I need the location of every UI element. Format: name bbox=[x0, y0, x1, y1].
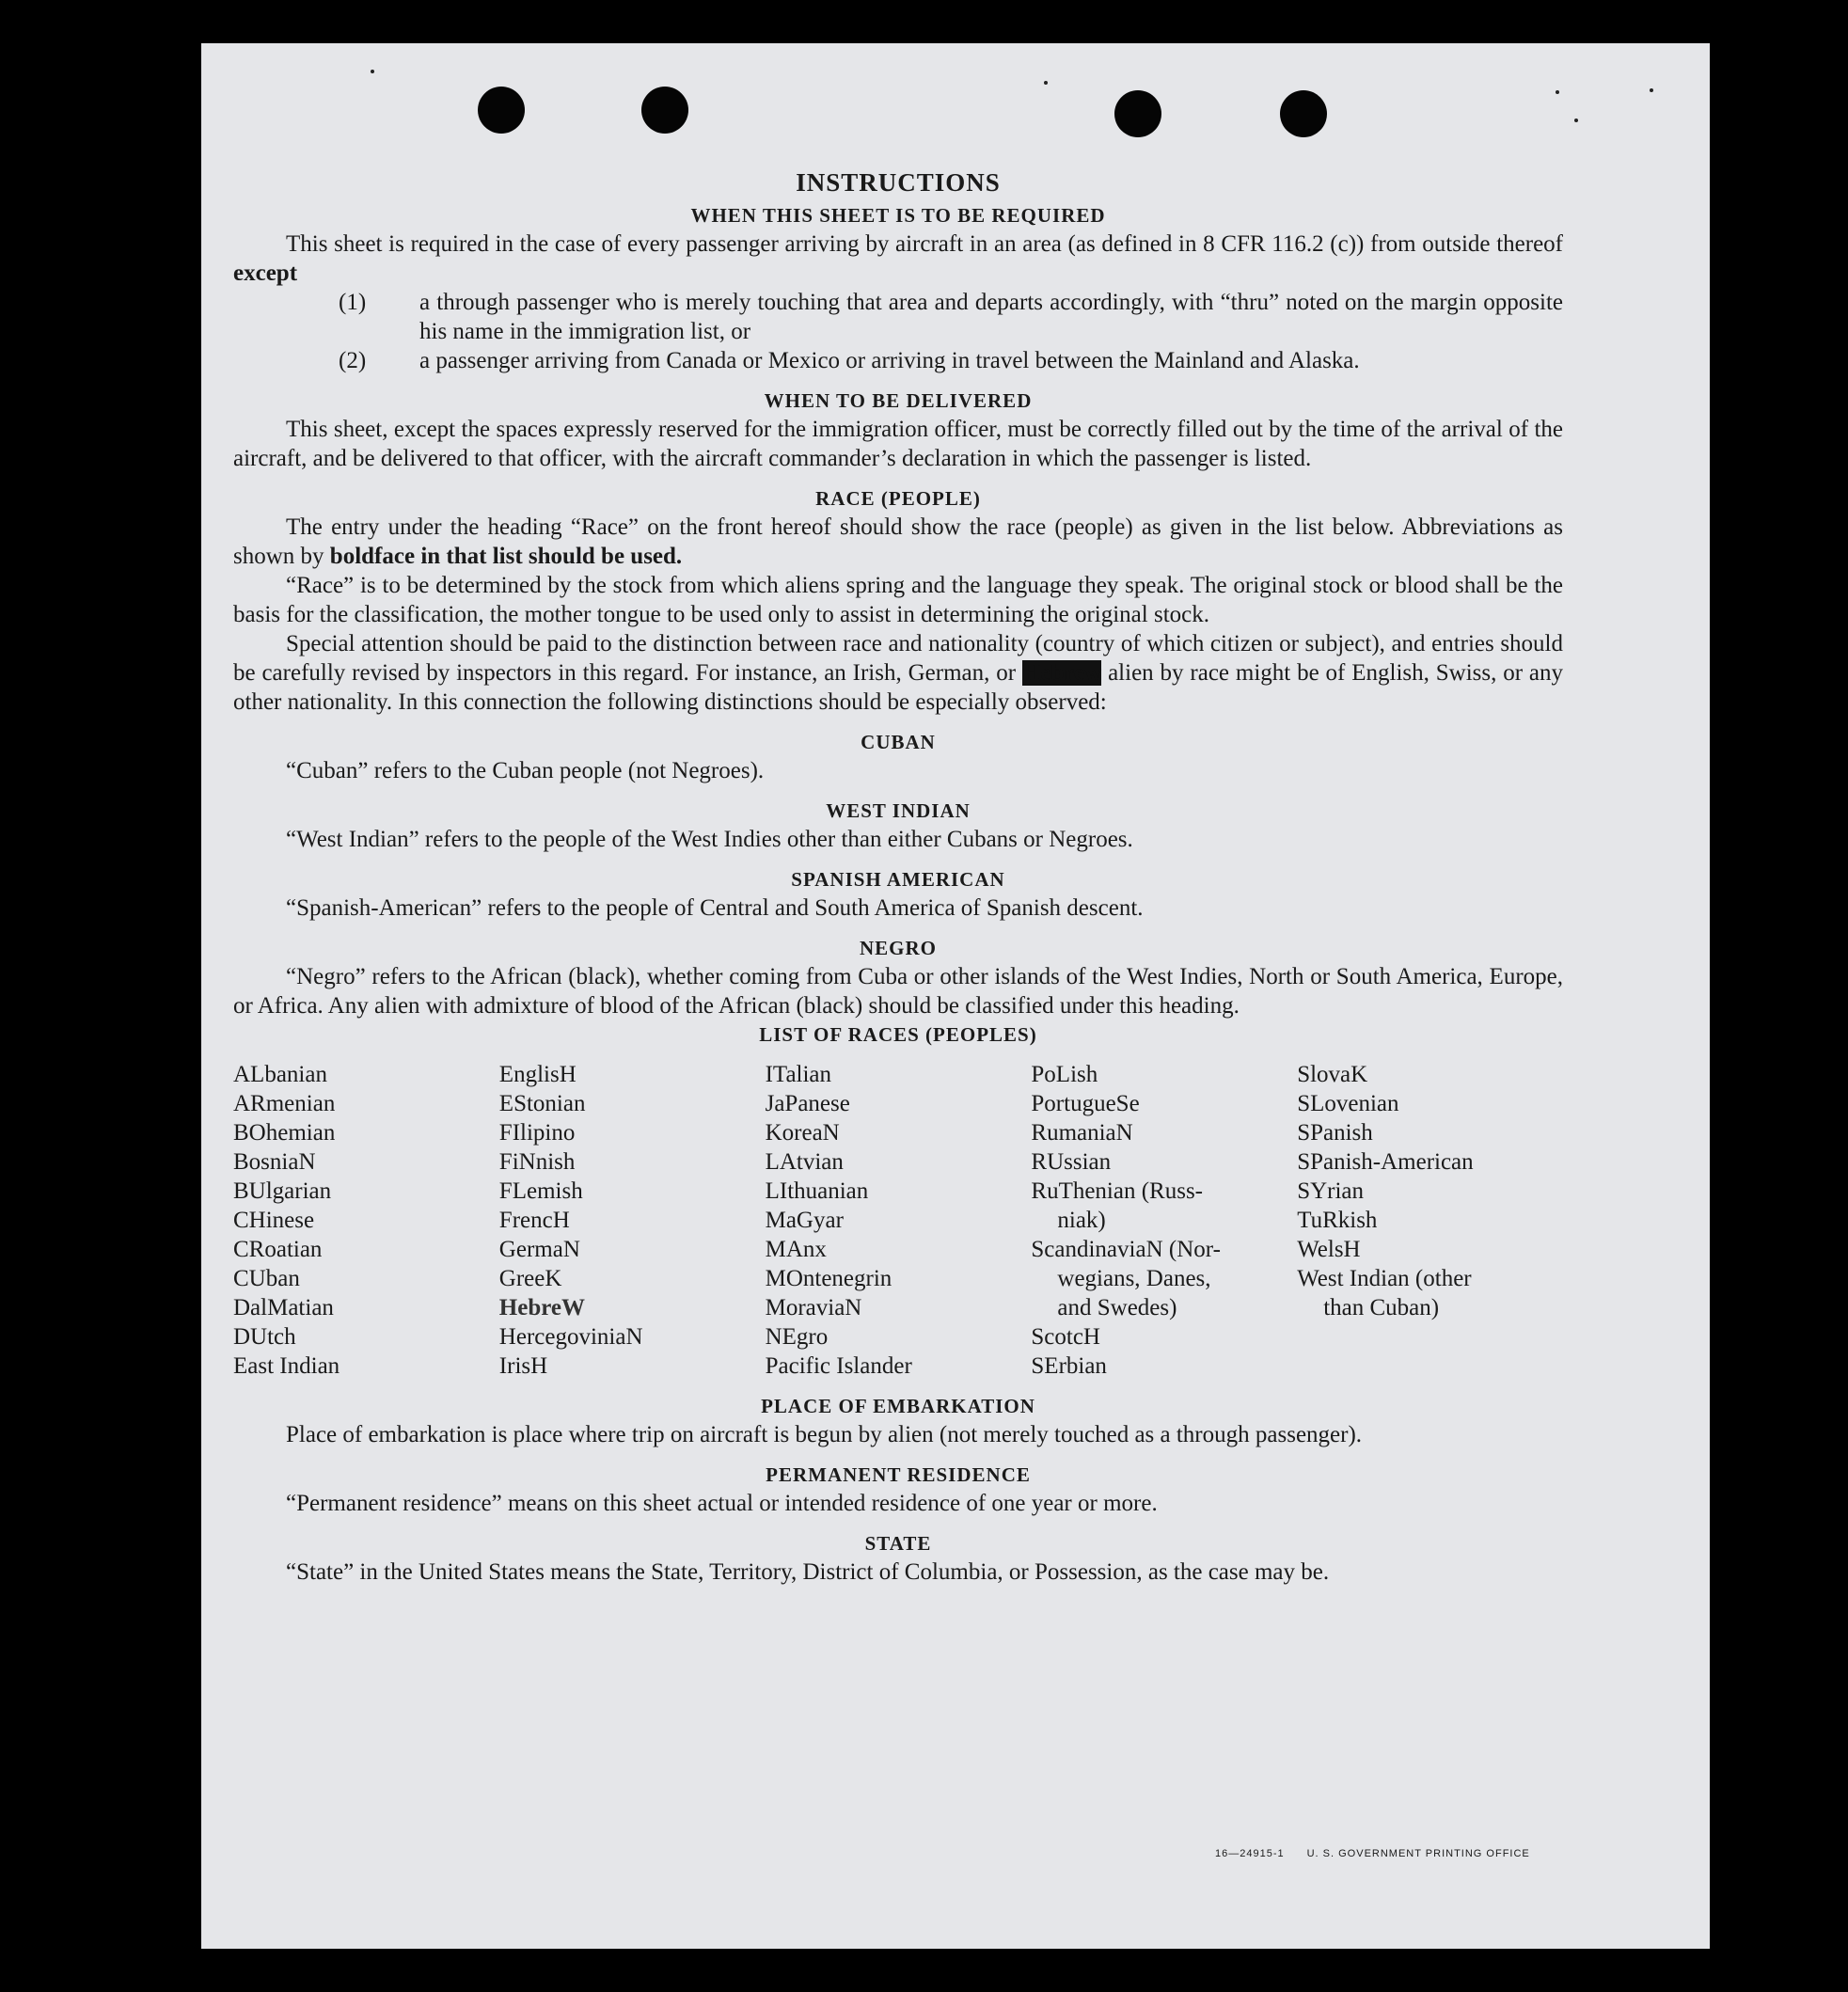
form-number: 16—24915-1 bbox=[1215, 1848, 1285, 1859]
race-paragraph-1 bbox=[233, 513, 1563, 571]
item-text: a through passenger who is merely touching that area and departs accordingly, with “thru” noted on the margin opposite his name in the immigration list, or bbox=[419, 290, 1563, 344]
item-number: (2) bbox=[339, 348, 367, 373]
race-p3-text-a: Special attention should be paid to the distinction between race and nationality (country of which citizen or subject), and entries should be carefully revised by inspectors in this regard. For instance, an Irish, German, or bbox=[233, 631, 1563, 686]
race-item: FiNnish bbox=[498, 1149, 576, 1175]
race-item: BOhemian bbox=[233, 1120, 336, 1146]
list-item bbox=[233, 346, 1563, 375]
race-item: FLemish bbox=[498, 1178, 583, 1204]
races-list bbox=[233, 1060, 1563, 1381]
west-indian-text: “West Indian” refers to the people of the West Indies other than either Cubans or Negroes. bbox=[286, 827, 1133, 852]
state-text: “State” in the United States means the State, Territory, District of Columbia, or Possession, as the case may be. bbox=[286, 1559, 1330, 1585]
race-item: JaPanese bbox=[765, 1091, 850, 1116]
section-heading-delivered: WHEN TO BE DELIVERED bbox=[764, 389, 1033, 412]
race-item: Pacific Islander bbox=[765, 1353, 912, 1379]
race-item: ARmenian bbox=[233, 1091, 336, 1116]
punch-hole bbox=[641, 87, 688, 134]
race-item: ITalian bbox=[765, 1062, 832, 1087]
race-item: CRoatian bbox=[233, 1237, 323, 1262]
race-item: KoreaN bbox=[765, 1120, 840, 1146]
section-heading-race: RACE (PEOPLE) bbox=[815, 487, 981, 510]
race-item: EStonian bbox=[498, 1091, 586, 1116]
punch-hole bbox=[1114, 90, 1161, 137]
section-heading-embarkation: PLACE OF EMBARKATION bbox=[761, 1395, 1035, 1417]
speck bbox=[1574, 119, 1578, 122]
list-item bbox=[233, 288, 1563, 346]
race-item: CUban bbox=[233, 1266, 300, 1291]
races-column bbox=[499, 1060, 766, 1381]
document-sheet bbox=[201, 43, 1710, 1949]
punch-hole bbox=[1280, 90, 1327, 137]
speck bbox=[1044, 81, 1048, 85]
race-paragraph-2: “Race” is to be determined by the stock from which aliens spring and the language they speak. The original stock or blood shall be the basis for the classification, the mother tongue to be used only to assist in determining the original stock. bbox=[233, 573, 1563, 627]
speck bbox=[1556, 90, 1559, 94]
race-p3-text-b: alien by race might be of English, Swiss, or any other nationality. In this connection the following distinctions should be especially observed: bbox=[233, 660, 1564, 715]
race-item: than Cuban) bbox=[1323, 1295, 1440, 1320]
race-item: SErbian bbox=[1031, 1353, 1107, 1379]
section-heading-cuban: CUBAN bbox=[861, 731, 936, 753]
race-item: HebreW bbox=[498, 1295, 585, 1320]
race-item: FIlipino bbox=[498, 1120, 576, 1146]
footer bbox=[1215, 1848, 1553, 1859]
race-item: PoLish bbox=[1031, 1062, 1098, 1087]
negro-text: “Negro” refers to the African (black), whether coming from Cuba or other islands of the West Indies, North or South America, Europe, or Africa. Any alien with admixture of blood of the African (black) should be classified under this heading. bbox=[233, 964, 1563, 1019]
race-item: RUssian bbox=[1031, 1149, 1112, 1175]
race-item: GermaN bbox=[498, 1237, 580, 1262]
race-item: EnglisH bbox=[498, 1062, 577, 1087]
embarkation-text: Place of embarkation is place where trip on aircraft is begun by alien (not merely touched as a through passenger). bbox=[286, 1422, 1363, 1447]
section-heading-spanish-american: SPANISH AMERICAN bbox=[791, 868, 1005, 891]
section-heading-residence: PERMANENT RESIDENCE bbox=[766, 1463, 1031, 1486]
race-item: FrencH bbox=[498, 1208, 570, 1233]
race-item: SPanish bbox=[1297, 1120, 1373, 1146]
race-item: wegians, Danes, bbox=[1057, 1266, 1211, 1291]
required-intro bbox=[233, 229, 1563, 288]
race-item: SlovaK bbox=[1297, 1062, 1368, 1087]
races-column bbox=[766, 1060, 1032, 1381]
race-item: and Swedes) bbox=[1057, 1295, 1177, 1320]
punch-hole bbox=[478, 87, 525, 134]
section-heading-required: WHEN THIS SHEET IS TO BE REQUIRED bbox=[690, 204, 1106, 227]
race-item: LIthuanian bbox=[765, 1178, 869, 1204]
race-item: WelsH bbox=[1297, 1237, 1361, 1262]
speck bbox=[371, 70, 374, 73]
section-heading-negro: NEGRO bbox=[859, 937, 937, 959]
section-heading-state: STATE bbox=[864, 1532, 932, 1555]
delivered-text: This sheet, except the spaces expressly reserved for the immigration officer, must be correctly filled out by the time of the arrival of the aircraft, and be delivered to that officer, with the aircraft commander’s declaration in which the passenger is listed. bbox=[233, 417, 1563, 471]
speck bbox=[1650, 88, 1653, 92]
race-item: CHinese bbox=[233, 1208, 315, 1233]
race-item: MAnx bbox=[765, 1237, 827, 1262]
race-item: West Indian (other bbox=[1297, 1266, 1472, 1291]
race-item: TuRkish bbox=[1297, 1208, 1378, 1233]
race-item: ALbanian bbox=[233, 1062, 327, 1087]
race-item: SLovenian bbox=[1297, 1091, 1399, 1116]
section-heading-west-indian: WEST INDIAN bbox=[826, 799, 971, 822]
spanish-american-text: “Spanish-American” refers to the people of Central and South America of Spanish descent. bbox=[286, 895, 1144, 921]
race-item: SYrian bbox=[1297, 1178, 1365, 1204]
race-item: HercegoviniaN bbox=[498, 1324, 643, 1350]
instructions-content bbox=[233, 164, 1563, 1587]
race-item: MoraviaN bbox=[765, 1295, 862, 1320]
race-p1-text: The entry under the heading “Race” on the front hereof should show the race (people) as given in the list below. Abbreviations as shown by bbox=[233, 514, 1563, 569]
race-item: ScandinaviaN (Nor- bbox=[1031, 1237, 1221, 1262]
race-item: PortugueSe bbox=[1031, 1091, 1140, 1116]
race-item: SPanish-American bbox=[1297, 1149, 1474, 1175]
redacted-word: Hebrew bbox=[1021, 660, 1102, 686]
item-text: a passenger arriving from Canada or Mexico or arriving in travel between the Mainland and Alaska. bbox=[419, 348, 1360, 373]
section-heading-list-of-races: LIST OF RACES (PEOPLES) bbox=[759, 1023, 1037, 1046]
race-item: LAtvian bbox=[765, 1149, 844, 1175]
except-word: except bbox=[233, 261, 298, 286]
item-number: (1) bbox=[339, 290, 367, 315]
race-item: BUlgarian bbox=[233, 1178, 332, 1204]
race-item: BosniaN bbox=[233, 1149, 316, 1175]
printer-imprint: U. S. GOVERNMENT PRINTING OFFICE bbox=[1306, 1848, 1530, 1859]
race-item: RuThenian (Russ- bbox=[1031, 1178, 1204, 1204]
race-item: DalMatian bbox=[233, 1295, 334, 1320]
boldface-note: boldface in that list should be used. bbox=[329, 544, 683, 569]
races-column bbox=[233, 1060, 499, 1381]
residence-text: “Permanent residence” means on this sheet actual or intended residence of one year or more. bbox=[286, 1491, 1158, 1516]
page-title: INSTRUCTIONS bbox=[796, 168, 1001, 197]
race-item: NEgro bbox=[765, 1324, 829, 1350]
races-column bbox=[1297, 1060, 1563, 1381]
race-paragraph-3 bbox=[233, 629, 1563, 717]
race-item: niak) bbox=[1057, 1208, 1106, 1233]
races-column bbox=[1031, 1060, 1297, 1381]
race-item: MaGyar bbox=[765, 1208, 844, 1233]
race-item: East Indian bbox=[233, 1353, 340, 1379]
race-item: GreeK bbox=[498, 1266, 562, 1291]
required-intro-text: This sheet is required in the case of every passenger arriving by aircraft in an area (as defined in 8 CFR 116.2 (c)) from outside thereof bbox=[286, 231, 1563, 257]
race-item: ScotcH bbox=[1031, 1324, 1100, 1350]
race-item: MOntenegrin bbox=[765, 1266, 892, 1291]
race-item: IrisH bbox=[498, 1353, 548, 1379]
race-item: DUtch bbox=[233, 1324, 296, 1350]
cuban-text: “Cuban” refers to the Cuban people (not Negroes). bbox=[286, 758, 765, 783]
race-item: RumaniaN bbox=[1031, 1120, 1133, 1146]
